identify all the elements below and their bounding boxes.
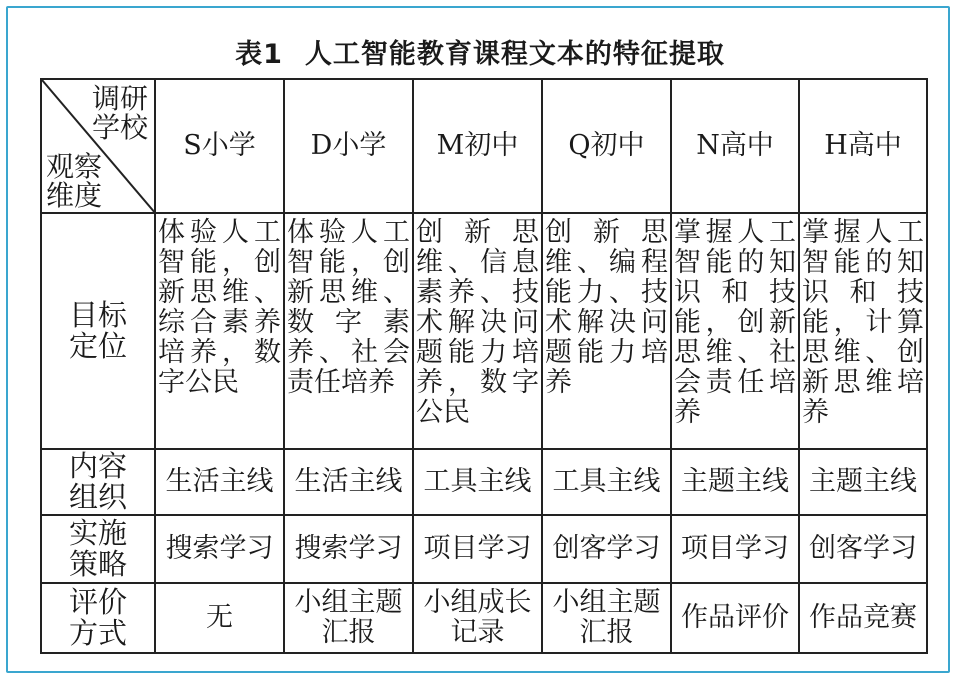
table-cell: 创客学习 xyxy=(799,515,927,583)
row-header: 内容 组织 xyxy=(41,449,155,515)
feature-table xyxy=(40,78,928,654)
corner-top-right-label: 调研 学校 xyxy=(91,82,148,144)
corner-header-cell xyxy=(41,79,155,213)
table-cell: 体验人工智能，创新思维、数字素养、社会责任培养 xyxy=(284,213,413,449)
table-cell: 掌握人工智能的知识和技能，计算思维、创新思维培养 xyxy=(799,213,927,449)
table-row xyxy=(41,515,927,583)
column-header: N高中 xyxy=(671,79,799,213)
table-cell: 小组主题汇报 xyxy=(284,583,413,653)
table-cell: 作品竞赛 xyxy=(799,583,927,653)
table-cell: 体验人工智能，创新思维、综合素养培养，数字公民 xyxy=(155,213,284,449)
column-header: D小学 xyxy=(284,79,413,213)
row-header: 实施 策略 xyxy=(41,515,155,583)
table-cell: 搜索学习 xyxy=(284,515,413,583)
table-cell: 主题主线 xyxy=(799,449,927,515)
table-row xyxy=(41,583,927,653)
table-cell: 作品评价 xyxy=(671,583,799,653)
table-cell: 生活主线 xyxy=(155,449,284,515)
table-cell: 项目学习 xyxy=(413,515,542,583)
header-row xyxy=(41,79,927,213)
table-title-text: 人工智能教育课程文本的特征提取 xyxy=(304,39,725,70)
corner-bottom-left-label: 观察 维度 xyxy=(46,150,103,212)
table-row xyxy=(41,213,927,449)
table-cell: 创新思维、信息素养、技术解决问题能力培养，数字公民 xyxy=(413,213,542,449)
table-cell: 主题主线 xyxy=(671,449,799,515)
table-cell: 小组主题汇报 xyxy=(542,583,671,653)
table-cell: 小组成长记录 xyxy=(413,583,542,653)
table-cell: 项目学习 xyxy=(671,515,799,583)
table-cell: 创新思维、编程能力、技术解决问题能力培养 xyxy=(542,213,671,449)
row-header: 目标 定位 xyxy=(41,213,155,449)
table-cell: 掌握人工智能的知识和技能，创新思维、社会责任培养 xyxy=(671,213,799,449)
table-cell: 创客学习 xyxy=(542,515,671,583)
table-cell: 生活主线 xyxy=(284,449,413,515)
table-cell: 工具主线 xyxy=(542,449,671,515)
table-cell: 无 xyxy=(155,583,284,653)
row-header: 评价 方式 xyxy=(41,583,155,653)
column-header: M初中 xyxy=(413,79,542,213)
table-cell: 工具主线 xyxy=(413,449,542,515)
table-row xyxy=(41,449,927,515)
column-header: H高中 xyxy=(799,79,927,213)
column-header: S小学 xyxy=(155,79,284,213)
table-number: 表1 xyxy=(235,39,283,70)
column-header: Q初中 xyxy=(542,79,671,213)
table-cell: 搜索学习 xyxy=(155,515,284,583)
table-title xyxy=(0,32,960,71)
